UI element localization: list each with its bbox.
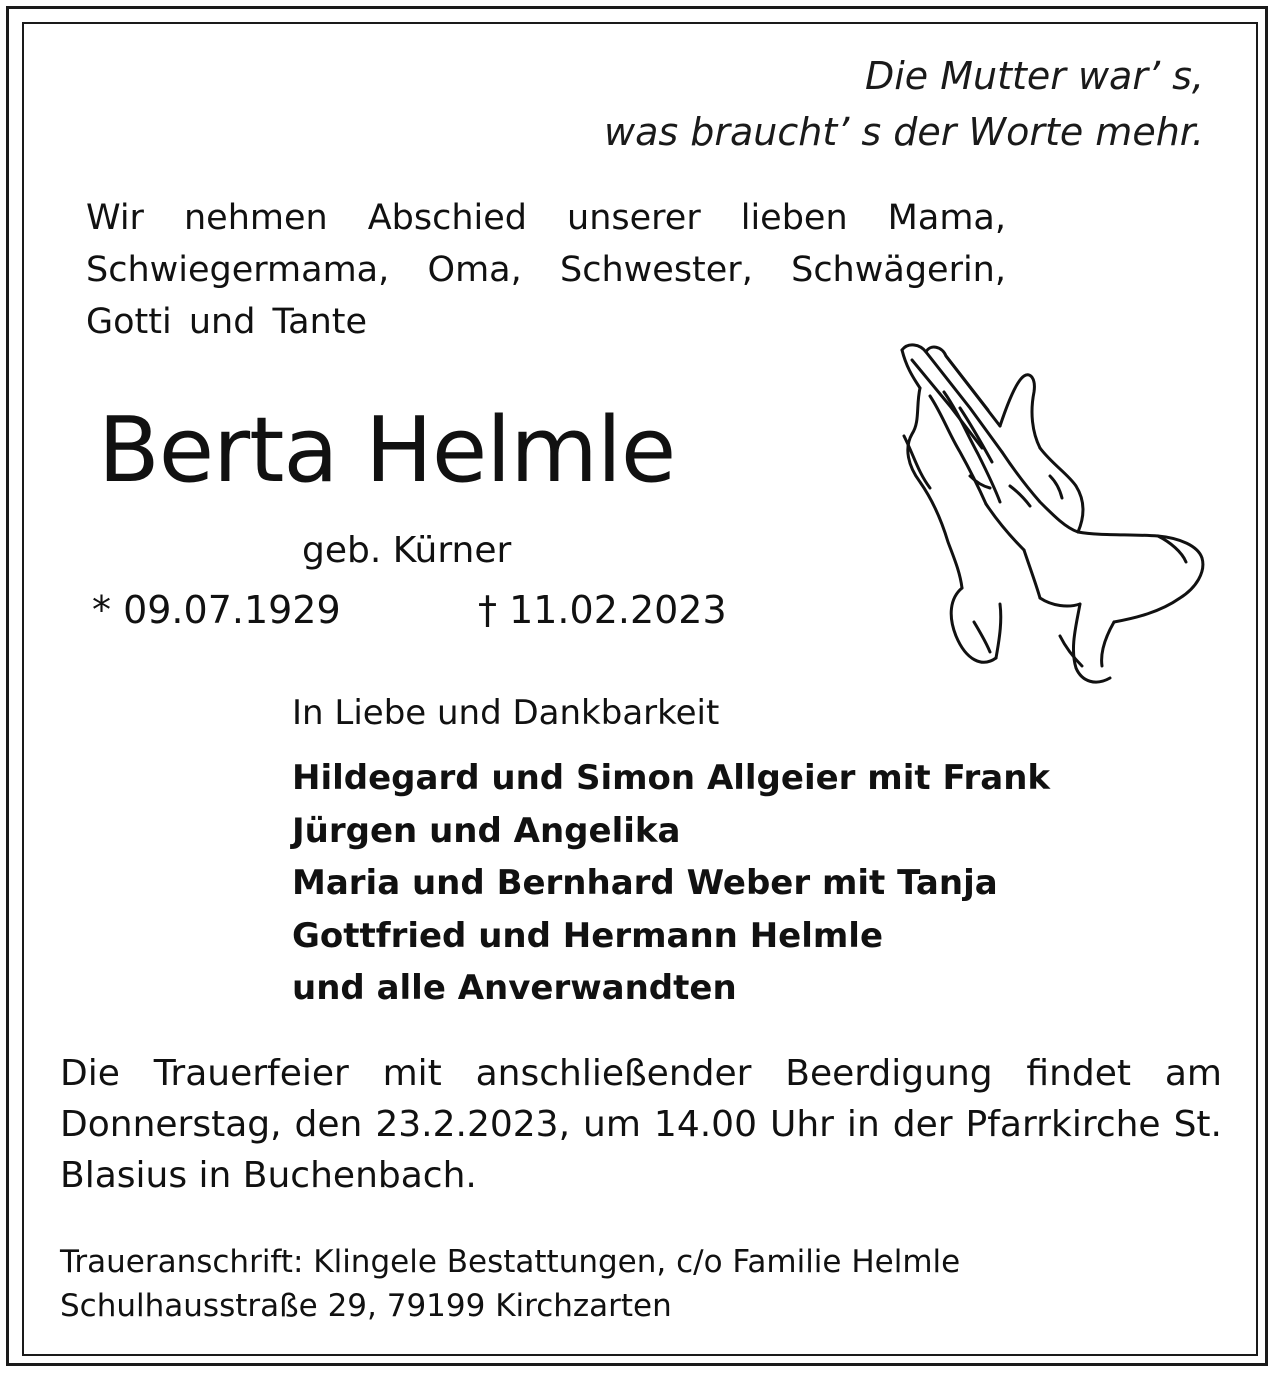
farewell-intro: Wir nehmen Abschied unserer lieben Mama, Schwiegermama, Oma, Schwester, Schwägerin, Gotti und Tante [86,198,1006,342]
mourner-entry: und alle Anverwandten [292,968,737,1008]
birth-date: * 09.07.1929 [92,588,341,632]
deceased-name: Berta Helmle [98,398,676,503]
mourning-address [60,1240,960,1328]
funeral-service-notice: Die Trauerfeier mit anschließender Beerdigung findet am Donnerstag, den 23.2.2023, um 14.00 Uhr in der Pfarrkirche St. Blasius in Buchenbach. [60,1053,1222,1196]
motto-line-2: was braucht’ s der Worte mehr. [604,110,1204,154]
praying-hands-icon [890,336,1218,686]
address-line-1: Traueranschrift: Klingele Bestattungen, c/o Familie Helmle [60,1244,961,1280]
mourner-entry: Maria und Bernhard Weber mit Tanja [292,863,998,903]
mourner-entry: Jürgen und Angelika [292,810,681,851]
mourners-list [292,752,1050,1015]
motto-line-1: Die Mutter war’ s, [864,54,1204,98]
address-line-2: Schulhausstraße 29, 79199 Kirchzarten [60,1288,672,1324]
death-date: † 11.02.2023 [478,588,727,632]
mourner-entry: Hildegard und Simon Allgeier mit Frank [292,758,1051,798]
maiden-name: geb. Kürner [302,530,512,571]
mourner-entry: Gottfried und Hermann Helmle [292,915,884,956]
dedication-line: In Liebe und Dankbarkeit [292,693,720,733]
motto-quote [604,48,1204,160]
